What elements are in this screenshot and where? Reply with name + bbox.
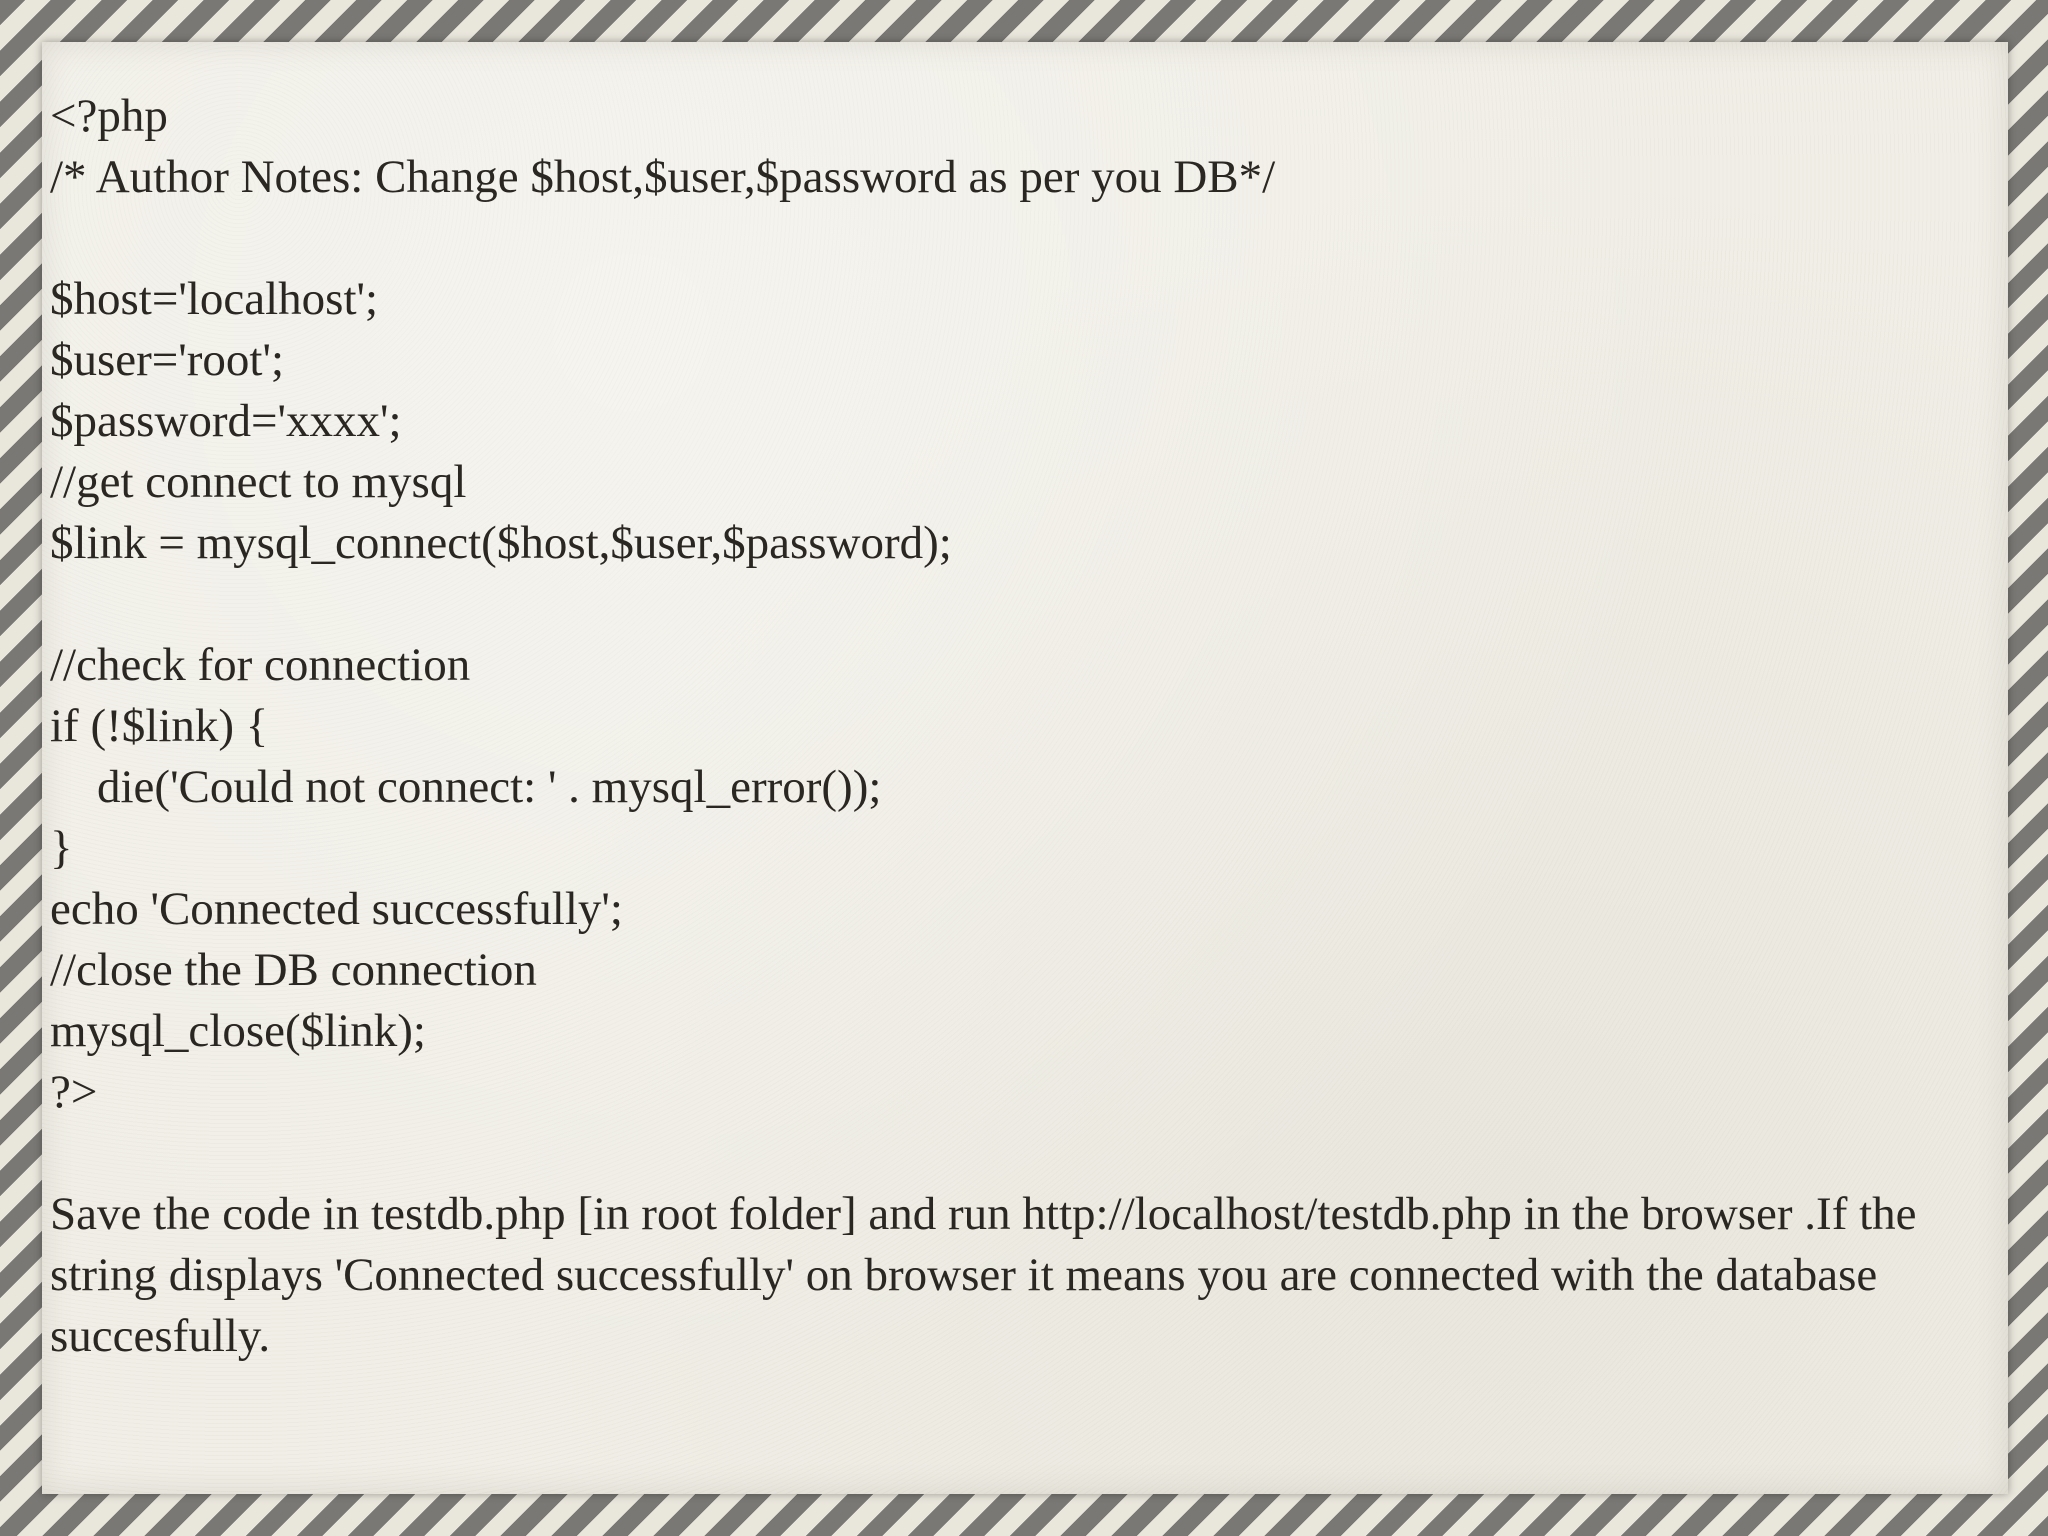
code-line: } <box>50 822 73 874</box>
spacer <box>50 1123 1950 1184</box>
instruction-paragraph: Save the code in testdb.php [in root folder] and run http://localhost/testdb.php in the browser .If the string displays 'Connected successfully' on browser it means you are connected with the database succesfully. <box>50 1188 1917 1362</box>
code-line: <?php <box>50 90 168 142</box>
code-line: $host='localhost'; <box>50 273 379 325</box>
code-line: die('Could not connect: ' . mysql_error()); <box>50 761 882 813</box>
code-line: /* Author Notes: Change $host,$user,$password as per you DB*/ <box>50 151 1276 203</box>
code-line: $link = mysql_connect($host,$user,$password); <box>50 517 952 569</box>
code-line-blank <box>50 574 1950 635</box>
code-line: echo 'Connected successfully'; <box>50 883 623 935</box>
code-block <box>50 86 1950 1123</box>
code-line: //get connect to mysql <box>50 456 467 508</box>
code-line-blank <box>50 208 1950 269</box>
code-line: //check for connection <box>50 639 471 691</box>
code-line: $password='xxxx'; <box>50 395 402 447</box>
code-line: //close the DB connection <box>50 944 537 996</box>
code-line: $user='root'; <box>50 334 285 386</box>
code-line: ?> <box>50 1066 98 1118</box>
code-line: if (!$link) { <box>50 700 269 752</box>
code-line: mysql_close($link); <box>50 1005 426 1057</box>
slide-content <box>50 86 1950 1367</box>
